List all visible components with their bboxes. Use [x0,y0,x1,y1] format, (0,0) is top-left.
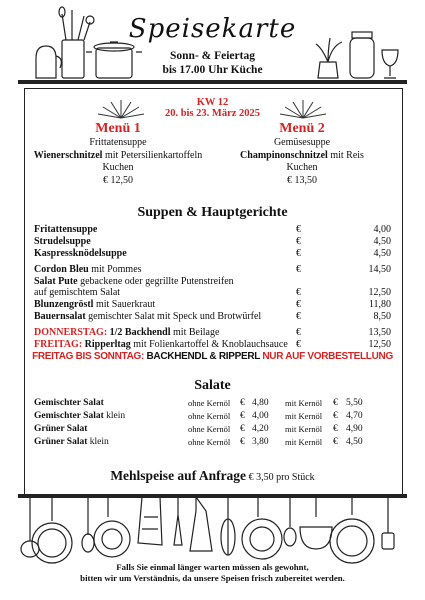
dish-row: Salat Pute gebackene oder gegrillte Putenstreifen auf gemischtem Salat [34,276,234,298]
salads-section-title: Salate [194,378,231,393]
special-friday: FREITAG: Ripperltag mit Folienkartoffel & Knoblauchsauce [34,339,288,350]
dish-price: 8,50 [373,311,391,322]
currency: € [296,339,301,350]
salad-price-with: 4,50 [346,437,363,447]
hours-line-2: bis 17.00 Uhr Küche [162,64,263,76]
footer-note-line-1: Falls Sie einmal länger warten müssen als gewohnt, [116,562,309,572]
menu-2-soup: Gemüsesuppe [273,137,331,148]
week-number: KW 12 [196,97,229,108]
menu-2 [212,121,392,187]
currency: € [333,424,338,434]
menu-1-soup: Frittatensuppe [89,137,147,148]
salad-with-oil: mit Kernöl [285,398,323,408]
currency: € [296,248,301,259]
menu-1-title: Menü 1 [95,121,141,136]
salad-name: Grüner Salat [34,424,88,434]
shelf-bar-top [18,80,407,84]
currency: € [296,236,301,247]
currency: € [240,411,245,421]
dish-price: 4,00 [373,224,391,235]
currency: € [296,224,301,235]
currency: € [333,411,338,421]
dish-row: Cordon Bleu mit Pommes [34,264,142,275]
currency: € [296,311,301,322]
salad-name: Gemischter Salat [34,398,104,408]
dish-row: Kaspressknödelsuppe [34,248,127,259]
currency: € [296,327,301,338]
dish-price: 12,50 [368,287,391,298]
currency: € [333,398,338,408]
salad-price-with: 4,90 [346,424,363,434]
hanging-utensils-illustration [0,497,425,567]
footer-note-line-2: bitten wir um Verständnis, da unsere Speisen frisch zubereitet werden. [80,573,345,583]
dish-price: 4,50 [373,236,391,247]
currency: € [240,437,245,447]
salad-without-oil: ohne Kernöl [188,398,231,408]
salad-with-oil: mit Kernöl [285,411,323,421]
mains-section-title: Suppen & Hauptgerichte [137,205,288,220]
menu-1-main: Wienerschnitzel mit Petersilienkartoffeln [33,149,203,161]
currency: € [240,424,245,434]
menu-2-main: Champinonschnitzel mit Reis [240,149,364,161]
dish-price: 13,50 [368,327,391,338]
currency: € [296,264,301,275]
hours-line-1: Sonn- & Feiertag [170,50,255,62]
salad-price-without: 4,80 [252,398,269,408]
salad-with-oil: mit Kernöl [285,437,323,447]
salad-price-with: 4,70 [346,411,363,421]
salad-without-oil: ohne Kernöl [188,411,231,421]
dish-price: 11,80 [368,299,391,310]
dish-row: Bauernsalat gemischter Salat mit Speck und Brotwürfel [34,311,262,322]
salad-without-oil: ohne Kernöl [188,437,231,447]
dessert-line: Mehlspeise auf Anfrage € 3,50 pro Stück [110,468,315,483]
dish-price: 14,50 [368,264,391,275]
currency: € [333,437,338,447]
currency: € [296,299,301,310]
menu-2-price: € 13,50 [287,174,317,186]
salad-without-oil: ohne Kernöl [188,424,231,434]
menu-2-dessert: Kuchen [286,162,318,173]
dish-price: 12,50 [368,339,391,350]
dish-row: Fritattensuppe [34,224,98,235]
salad-price-without: 4,20 [252,424,269,434]
preorder-banner: FREITAG BIS SONNTAG: BACKHENDL & RIPPERL NUR AUF VORBESTELLUNG [32,351,393,362]
salad-name: Gemischter Salat klein [34,411,126,421]
menu-1-dessert: Kuchen [102,162,134,173]
salad-price-without: 4,00 [252,411,269,421]
salad-price-without: 3,80 [252,437,269,447]
currency: € [296,287,301,298]
menu-2-title: Menü 2 [279,121,325,136]
dish-row: Strudelsuppe [34,236,91,247]
salad-price-with: 5,50 [346,398,363,408]
currency: € [240,398,245,408]
dish-price: 4,50 [373,248,391,259]
special-thursday: DONNERSTAG: 1/2 Backhendl mit Beilage [34,327,220,338]
menu-title: Speisekarte [128,14,297,44]
salad-with-oil: mit Kernöl [285,424,323,434]
menu-1-price: € 12,50 [103,174,133,186]
dish-row: Blunzengröstl mit Sauerkraut [34,299,156,310]
salad-name: Grüner Salat klein [34,437,109,447]
week-dates: 20. bis 23. März 2025 [164,108,261,119]
menu-1 [28,121,208,187]
